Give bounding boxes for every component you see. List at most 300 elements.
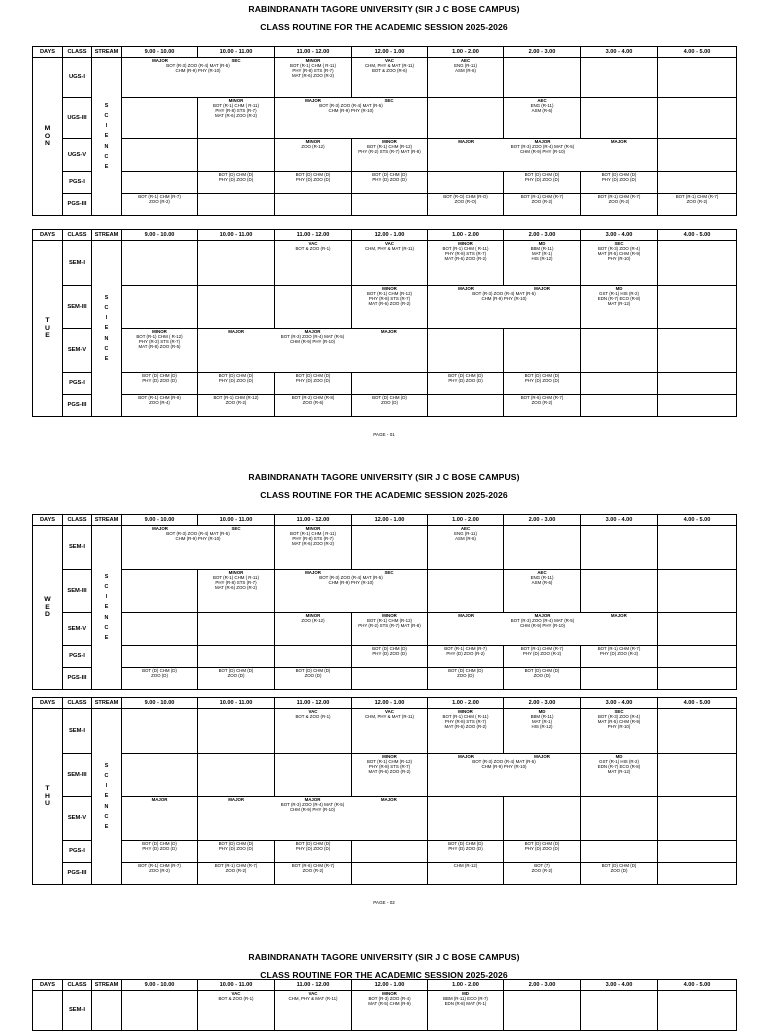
- paper-type: MAJOR: [458, 754, 474, 759]
- period-cell: [428, 241, 504, 286]
- stream-letter: S: [104, 573, 109, 580]
- day-letters: [33, 125, 62, 148]
- course-rooms: MAT (R-12): [607, 301, 631, 307]
- day-cell: [33, 991, 63, 1031]
- class-name: UGS-III: [63, 98, 92, 139]
- course-rooms: BOT (D) CHM (D): [524, 668, 560, 673]
- timetable: [32, 697, 737, 885]
- stream-letter: C: [104, 153, 109, 160]
- course-rooms: HIS (R-12): [531, 724, 553, 730]
- period-cell: [504, 526, 581, 570]
- class-row: [33, 286, 737, 329]
- header-cell: CLASS: [63, 230, 92, 241]
- period-content: [198, 841, 274, 851]
- period-cell: [198, 841, 275, 863]
- header-cell: STREAM: [92, 698, 122, 709]
- paper-type: VAC: [308, 991, 318, 996]
- course-rooms: BOT (R-3) ZOO (R-4) MAT (R-5): [166, 531, 230, 537]
- header-cell: 3.00 - 4.00: [581, 698, 658, 709]
- stream-letter: S: [104, 294, 109, 301]
- paper-type: MINOR: [382, 139, 397, 144]
- course-rooms: CHM (R-9) PHY (R-10): [481, 296, 527, 302]
- course-rooms: ENG (R-11): [530, 575, 554, 581]
- course-rooms: BOT (D) CHM (D): [372, 646, 407, 651]
- day-letter: H: [45, 792, 50, 800]
- period-cell: [428, 841, 504, 863]
- period-cell: [504, 241, 581, 286]
- period-cell: [275, 570, 428, 613]
- course-rooms: ZOO (R-2): [225, 868, 247, 874]
- course-rooms: BOT (D) CHM (D): [601, 863, 637, 868]
- stream-letter: C: [104, 583, 109, 590]
- header-cell: 10.00 - 11.00: [198, 698, 275, 709]
- course-rooms: EDN (R-8) MAT (R-1): [444, 1001, 487, 1007]
- period-content: [428, 241, 503, 261]
- period-cell: [352, 709, 428, 754]
- paper-type: MAJOR: [458, 286, 474, 291]
- class-row: [33, 570, 737, 613]
- period-cell: [658, 613, 737, 646]
- period-content: [581, 646, 657, 656]
- period-cell: [428, 646, 504, 668]
- routine-table: [32, 46, 736, 216]
- header-cell: 4.00 - 5.00: [658, 980, 737, 991]
- timetable: [32, 514, 737, 690]
- course-rooms: PHY (R-2) STS (R-7) MAT (R-8): [358, 623, 421, 629]
- period-content: [428, 841, 503, 851]
- period-cell: [122, 613, 198, 646]
- period-content: [198, 863, 274, 873]
- period-content: [122, 526, 274, 541]
- paper-type: MAJOR: [380, 797, 397, 802]
- stream-letter: E: [104, 164, 109, 170]
- period-cell: [122, 58, 275, 98]
- course-rooms: BOT (R-1) CHM ( R-11): [213, 575, 259, 581]
- course-rooms: ZOO (D): [227, 673, 245, 679]
- course-rooms: EDN (R-7) ECO (R-8): [597, 764, 641, 770]
- period-cell: [504, 172, 581, 194]
- course-rooms: BOT (R-3) ZOO (R-4): [597, 246, 641, 252]
- course-rooms: PHY (D) ZOO (D): [372, 651, 407, 657]
- stream-letters: [92, 574, 121, 641]
- period-cell: [428, 991, 504, 1031]
- period-cell: [428, 194, 504, 216]
- course-rooms: BOT (D) CHM (D): [295, 172, 331, 177]
- period-cell: [428, 98, 504, 139]
- period-cell: [504, 991, 581, 1031]
- period-cell: [198, 668, 275, 690]
- class-name: PGS-III: [63, 668, 92, 690]
- period-content: [428, 646, 503, 656]
- class-row: [33, 395, 737, 417]
- paper-type: SEC: [614, 709, 624, 714]
- paper-type: MINOR: [305, 526, 321, 531]
- period-content: [428, 709, 503, 729]
- period-content: [352, 646, 427, 656]
- header-cell: DAYS: [33, 515, 63, 526]
- header-cell: 9.00 - 10.00: [122, 698, 198, 709]
- class-row: [33, 329, 737, 373]
- header-cell: DAYS: [33, 230, 63, 241]
- period-cell: [275, 991, 352, 1031]
- course-rooms: PHY (R-8) STS (R-7): [368, 296, 411, 302]
- paper-type: MINOR: [305, 613, 321, 618]
- period-cell: [352, 395, 428, 417]
- period-cell: [198, 863, 275, 885]
- course-rooms: MAT (R-12): [607, 769, 631, 775]
- paper-type: MAJOR: [151, 797, 168, 802]
- course-rooms: BOT (R-1) CHM ( R-11): [290, 63, 336, 69]
- course-rooms: PHY (R-8) STS (R-7): [215, 580, 257, 586]
- course-rooms: BOT (D) CHM (D): [601, 172, 637, 177]
- header-cell: 9.00 - 10.00: [122, 980, 198, 991]
- stream-cell: [92, 991, 122, 1031]
- day-letter: E: [45, 332, 50, 340]
- header-cell: 3.00 - 4.00: [581, 515, 658, 526]
- period-content: [504, 395, 580, 405]
- period-cell: [504, 58, 581, 98]
- paper-type: MINOR: [382, 613, 397, 618]
- period-cell: [275, 58, 352, 98]
- course-rooms: ZOO (R-2): [608, 199, 630, 205]
- period-content: [352, 172, 427, 182]
- header-row: [33, 980, 737, 991]
- period-cell: [275, 241, 352, 286]
- period-cell: [275, 863, 352, 885]
- course-rooms: MAT (R-1): [531, 719, 553, 725]
- course-rooms: PHY (D) ZOO (D): [142, 378, 177, 384]
- stream-letter: I: [105, 594, 108, 601]
- course-rooms: BOT (R-1) CHM ( R-11): [442, 246, 489, 252]
- class-name: PGS-III: [63, 194, 92, 216]
- period-content: [504, 373, 580, 383]
- course-rooms: BOT (D) CHM (D): [448, 841, 483, 846]
- period-content: [504, 863, 580, 873]
- course-rooms: BOT (R-3) ZOO (R-4) MAT (R-5): [472, 291, 536, 297]
- period-cell: [122, 797, 198, 841]
- course-rooms: MAT (R-5) CHM (R-9): [368, 1001, 411, 1007]
- course-rooms: PHY (D) ZOO (D): [448, 846, 483, 852]
- period-content: [428, 991, 503, 1006]
- period-content: [504, 194, 580, 204]
- header-cell: STREAM: [92, 47, 122, 58]
- header-cell: CLASS: [63, 698, 92, 709]
- day-letter: T: [45, 316, 50, 324]
- period-cell: [198, 98, 275, 139]
- paper-type: MAJOR: [534, 754, 550, 759]
- stream-letter: C: [104, 624, 109, 631]
- period-content: [275, 526, 351, 546]
- course-rooms: CHM (R-9) PHY (R-10): [519, 149, 566, 155]
- stream-cell: [92, 241, 122, 417]
- period-content: [581, 709, 657, 729]
- course-rooms: PHY (R-8) STS (R-7): [444, 719, 487, 725]
- period-cell: [581, 709, 658, 754]
- course-rooms: PHY (R-2) STS (R-7) MAT (R-8): [358, 149, 421, 155]
- course-rooms: BOT (R-1) CHM (R-7): [520, 646, 564, 651]
- stream-cell: [92, 526, 122, 690]
- class-name: SEM-V: [63, 797, 92, 841]
- paper-type: VAC: [385, 709, 394, 714]
- class-name: SEM-I: [63, 241, 92, 286]
- day-cell: [33, 58, 63, 216]
- paper-type: MINOR: [305, 139, 321, 144]
- period-content: [504, 646, 580, 656]
- course-rooms: CHM, PHY & MAT (R-11): [365, 714, 414, 720]
- course-rooms: PHY (D) ZOO (D): [372, 177, 407, 183]
- period-cell: [275, 668, 352, 690]
- day-letter: T: [45, 784, 50, 792]
- period-cell: [428, 286, 581, 329]
- paper-type: SEC: [384, 570, 394, 575]
- class-row: [33, 797, 737, 841]
- course-rooms: BOT & ZOO (R-1): [295, 714, 331, 720]
- period-content: [352, 754, 427, 774]
- header-cell: 12.00 - 1.00: [352, 980, 428, 991]
- class-name: PGS-III: [63, 863, 92, 885]
- day-letter: D: [45, 611, 50, 619]
- period-content: [275, 991, 351, 1001]
- course-rooms: PHY (R-8) STS (R-7): [292, 536, 334, 542]
- day-letter: E: [45, 603, 50, 611]
- course-rooms: ZOO (R-2): [686, 199, 708, 205]
- period-cell: [581, 991, 658, 1031]
- course-rooms: BOT (D) CHM (D): [448, 668, 483, 673]
- course-rooms: PHY (D) ZOO (D): [295, 177, 331, 183]
- period-cell: [658, 241, 737, 286]
- paper-type: VAC: [385, 58, 394, 63]
- course-rooms: BOT (D) CHM (D): [372, 172, 407, 177]
- course-rooms: PHY (D) ZOO (D): [524, 177, 560, 183]
- course-rooms: ASM (R-6): [455, 68, 476, 74]
- period-cell: [428, 329, 504, 373]
- course-rooms: ZOO (R-12): [301, 144, 325, 150]
- course-rooms: EDN (R-7) ECO (R-8): [597, 296, 641, 302]
- period-cell: [122, 991, 198, 1031]
- course-rooms: MAT (R-6) ZOO (R-2): [368, 769, 411, 775]
- period-cell: [428, 395, 504, 417]
- period-cell: [122, 139, 198, 172]
- period-cell: [122, 395, 198, 417]
- period-cell: [122, 286, 198, 329]
- course-rooms: PHY (D) ZOO (D): [218, 846, 254, 852]
- course-rooms: GST (R-1) HIS (R-2): [599, 759, 639, 765]
- header-cell: STREAM: [92, 230, 122, 241]
- stream-cell: [92, 709, 122, 885]
- header-cell: STREAM: [92, 980, 122, 991]
- course-rooms: MAT (R-6) ZOO (R-2): [214, 585, 258, 591]
- period-cell: [198, 754, 275, 797]
- header-cell: 4.00 - 5.00: [658, 698, 737, 709]
- header-cell: DAYS: [33, 698, 63, 709]
- course-rooms: CHM (R-9) PHY (R-10): [328, 108, 374, 114]
- course-rooms: CHM (R-9) PHY (R-10): [481, 764, 527, 770]
- period-content: [504, 709, 580, 729]
- period-content: [122, 329, 197, 349]
- course-rooms: BOT (R-1) CHM ( R-12): [136, 334, 183, 340]
- course-rooms: BOT (R-1) CHM (R-7): [444, 646, 487, 651]
- day-cell: [33, 709, 63, 885]
- period-cell: [428, 668, 504, 690]
- course-rooms: MAT (R-6) ZOO (R-2): [368, 301, 411, 307]
- paper-type: MINOR: [305, 58, 321, 63]
- course-rooms: BOT (R-1) CHM (R-7): [214, 863, 258, 868]
- header-cell: 3.00 - 4.00: [581, 47, 658, 58]
- period-content: [352, 241, 427, 251]
- period-content: [428, 194, 503, 204]
- course-rooms: BOT (R-1) CHM (R-12): [213, 395, 259, 400]
- paper-type: MD: [615, 286, 623, 291]
- paper-type: MINOR: [228, 570, 244, 575]
- stream-letter: E: [104, 325, 109, 332]
- course-rooms: BBM (R-11) ECO (R-7): [443, 996, 488, 1002]
- header-cell: 10.00 - 11.00: [198, 515, 275, 526]
- course-rooms: BOT (R-3) ZOO (R-4) MAT (R-5): [510, 618, 575, 624]
- course-rooms: BOT (R-3) ZOO (R-4) MAT (R-5): [280, 334, 345, 340]
- period-cell: [352, 754, 428, 797]
- period-content: [198, 329, 427, 344]
- period-cell: [504, 646, 581, 668]
- class-name: SEM-I: [63, 709, 92, 754]
- class-row: [33, 613, 737, 646]
- course-rooms: GST (R-1) HIS (R-2): [599, 291, 639, 297]
- period-cell: [352, 286, 428, 329]
- course-rooms: PHY (D) ZOO (D): [524, 846, 560, 852]
- period-cell: [658, 395, 737, 417]
- timetable: [32, 229, 737, 417]
- course-rooms: CHM, PHY & MAT (R-11): [288, 996, 338, 1002]
- header-cell: 11.00 - 12.00: [275, 47, 352, 58]
- class-name: PGS-I: [63, 373, 92, 395]
- course-rooms: ZOO (R-2): [302, 868, 324, 874]
- course-rooms: BBM (R-11): [530, 246, 554, 252]
- class-row: [33, 646, 737, 668]
- header-cell: CLASS: [63, 515, 92, 526]
- course-rooms: BOT (D) CHM (D): [142, 841, 177, 846]
- course-rooms: BOT (D) CHM (D): [218, 668, 254, 673]
- period-cell: [198, 286, 275, 329]
- period-cell: [352, 863, 428, 885]
- period-cell: [581, 797, 658, 841]
- course-rooms: ASM (R-6): [531, 580, 553, 586]
- paper-type: AEC: [537, 570, 547, 575]
- period-content: [504, 98, 580, 113]
- course-rooms: BOT (R-3) ZOO (R-4) MAT (R-5): [319, 103, 383, 109]
- period-cell: [122, 329, 198, 373]
- header-cell: 2.00 - 3.00: [504, 47, 581, 58]
- course-rooms: BOT & ZOO (R-1): [295, 246, 331, 252]
- course-rooms: BOT (R-1) CHM ( R-11): [290, 531, 336, 537]
- period-content: [352, 58, 427, 73]
- period-cell: [275, 194, 352, 216]
- header-row: [33, 515, 737, 526]
- period-content: [122, 373, 197, 383]
- document-title: RABINDRANATH TAGORE UNIVERSITY (SIR J C BOSE CAMPUS): [248, 4, 520, 14]
- period-cell: [352, 58, 428, 98]
- period-content: [275, 863, 351, 873]
- routine-page: [0, 936, 768, 1024]
- period-cell: [198, 570, 275, 613]
- period-cell: [581, 194, 658, 216]
- period-content: [275, 709, 351, 719]
- course-rooms: BOT (D) CHM (D): [524, 373, 560, 378]
- course-rooms: CHM (R-9) PHY (R-10): [328, 580, 374, 586]
- course-rooms: MAT (R-6) ZOO (R-2): [444, 256, 487, 262]
- stream-letters: [92, 103, 121, 170]
- course-rooms: MAT (R-6) ZOO (R-2): [291, 541, 335, 547]
- course-rooms: CHM, PHY & MAT (R-11): [365, 63, 414, 69]
- course-rooms: ZOO (R-4): [149, 400, 170, 406]
- day-letters: [33, 785, 62, 808]
- day-letter: U: [45, 800, 50, 808]
- period-cell: [352, 613, 428, 646]
- timetable: [32, 46, 737, 216]
- period-cell: [428, 58, 504, 98]
- header-cell: 2.00 - 3.00: [504, 230, 581, 241]
- course-rooms: CHM (R-9) PHY (R-10): [175, 68, 221, 74]
- period-cell: [122, 570, 198, 613]
- class-row: [33, 373, 737, 395]
- course-rooms: BOT (D) CHM (D): [142, 373, 177, 378]
- paper-type: VAC: [385, 241, 394, 246]
- period-cell: [198, 797, 428, 841]
- header-cell: 4.00 - 5.00: [658, 47, 737, 58]
- course-rooms: BOT (R-1) CHM (R-12): [366, 618, 413, 624]
- period-cell: [658, 329, 737, 373]
- period-cell: [504, 570, 581, 613]
- period-content: [198, 570, 274, 590]
- paper-type: SEC: [231, 58, 241, 63]
- stream-letter: C: [104, 304, 109, 311]
- period-content: [122, 58, 274, 73]
- course-rooms: BOT (R-1) CHM (R-7): [138, 863, 181, 868]
- period-cell: [581, 58, 658, 98]
- period-content: [428, 668, 503, 678]
- header-cell: 12.00 - 1.00: [352, 515, 428, 526]
- period-cell: [504, 194, 581, 216]
- paper-type: AEC: [537, 98, 547, 103]
- header-cell: 1.00 - 2.00: [428, 980, 504, 991]
- period-content: [352, 395, 427, 405]
- stream-letter: N: [104, 335, 109, 342]
- period-cell: [658, 754, 737, 797]
- course-rooms: MAT (R-5) CHM (R-9): [597, 251, 641, 257]
- period-content: [658, 194, 736, 204]
- course-rooms: BOT (7): [534, 863, 550, 868]
- course-rooms: PHY (D) ZOO (D): [295, 378, 331, 384]
- document-subtitle: CLASS ROUTINE FOR THE ACADEMIC SESSION 2025-2026: [260, 490, 508, 500]
- day-letter: M: [44, 124, 51, 132]
- stream-letter: C: [104, 345, 109, 352]
- header-cell: 10.00 - 11.00: [198, 980, 275, 991]
- course-rooms: BOT & ZOO (R-6): [371, 68, 408, 74]
- timetable: [32, 979, 737, 1031]
- period-cell: [198, 172, 275, 194]
- header-cell: 11.00 - 12.00: [275, 698, 352, 709]
- course-rooms: ENG (R-11): [530, 103, 554, 109]
- header-cell: 4.00 - 5.00: [658, 230, 737, 241]
- course-rooms: PHY (R-8) STS (R-7): [292, 68, 334, 74]
- paper-type: VAC: [308, 241, 318, 246]
- course-rooms: ZOO (D): [457, 673, 474, 679]
- period-cell: [658, 841, 737, 863]
- period-cell: [658, 98, 737, 139]
- period-cell: [352, 526, 428, 570]
- paper-type: MAJOR: [458, 139, 475, 144]
- period-cell: [658, 373, 737, 395]
- period-cell: [428, 754, 581, 797]
- class-row: [33, 98, 737, 139]
